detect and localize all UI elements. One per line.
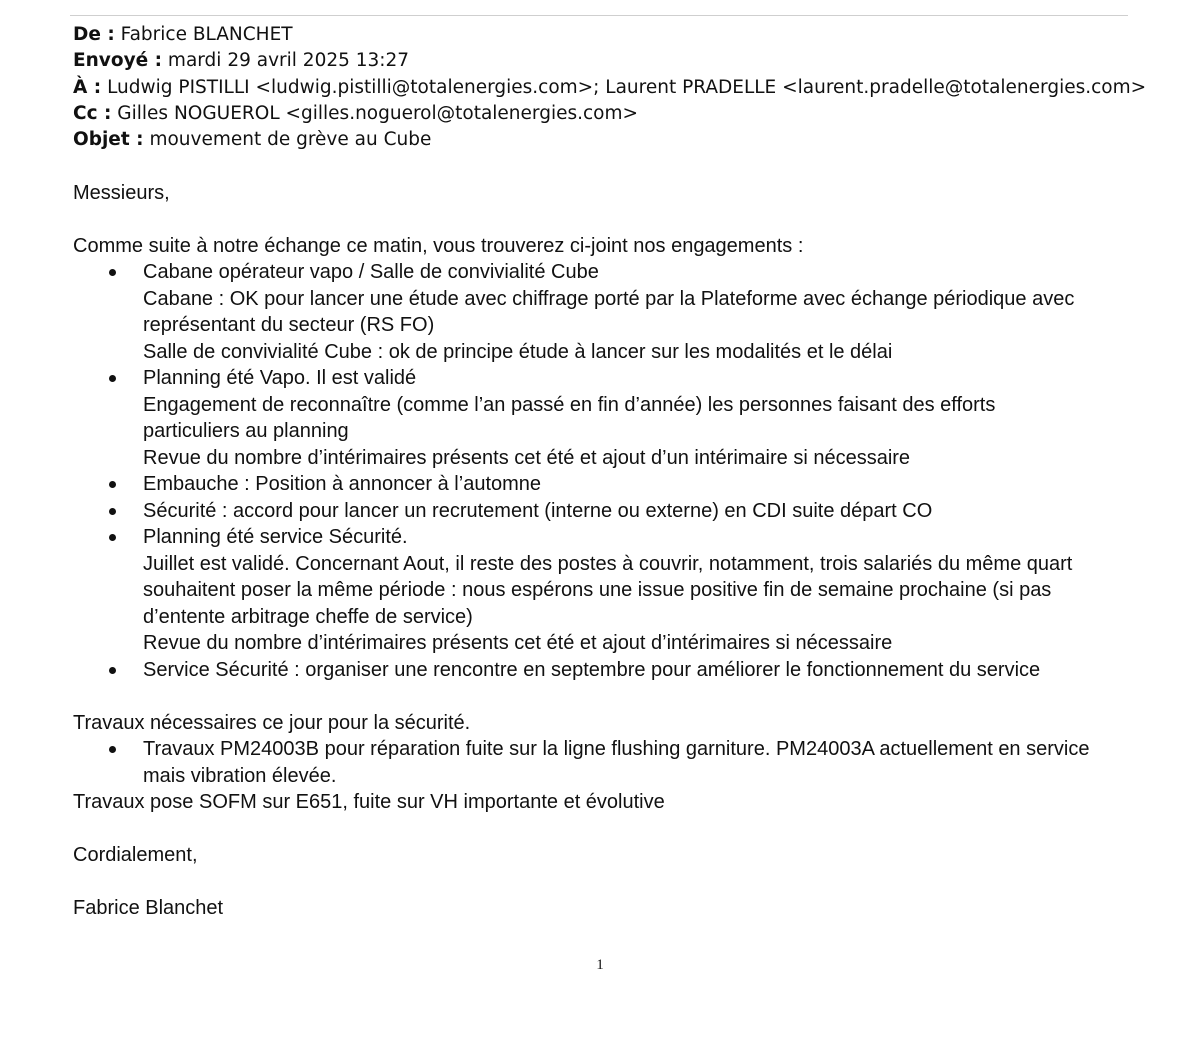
list-item-cabane (73, 259, 1133, 365)
closing: Cordialement, (73, 844, 198, 867)
list-item-planning-vapo (73, 365, 1133, 471)
bullet-icon (109, 508, 116, 515)
sent-value: mardi 29 avril 2025 13:27 (167, 50, 410, 72)
list-item-service-securite (73, 657, 1133, 684)
list-item-line: Juillet est validé. Concernant Aout, il reste des postes à couvrir, notamment, trois salariés du même quart (143, 552, 1073, 575)
list-item-securite-recrutement (73, 498, 1133, 525)
list-item-line: mais vibration élevée. (143, 764, 337, 787)
subject-label: Objet : (73, 129, 144, 151)
email-document (73, 22, 1147, 922)
bullet-icon (109, 746, 116, 753)
list-item-planning-securite (73, 524, 1133, 657)
list-item-title: Planning été service Sécurité. (143, 526, 408, 549)
list-item-line: souhaitent poser la même période : nous espérons une issue positive fin de semaine prochaine (si pas (143, 579, 1052, 602)
works-list (73, 736, 1133, 789)
sent-label: Envoyé : (73, 50, 163, 72)
cc-row (73, 101, 1133, 127)
bullet-icon (109, 375, 116, 382)
list-item-title: Planning été Vapo. Il est validé (143, 367, 417, 390)
page-number: 1 (596, 957, 604, 973)
bullet-icon (109, 534, 116, 541)
list-item-title: Cabane opérateur vapo / Salle de convivialité Cube (143, 261, 599, 284)
list-item-line: Revue du nombre d’intérimaires présents cet été et ajout d’intérimaires si nécessaire (143, 632, 893, 655)
list-item-line: Revue du nombre d’intérimaires présents cet été et ajout d’un intérimaire si nécessaire (143, 446, 911, 469)
spacer (73, 816, 1133, 843)
bullet-icon (109, 667, 116, 674)
list-item-line: représentant du secteur (RS FO) (143, 314, 435, 337)
works-intro: Travaux nécessaires ce jour pour la sécurité. (73, 711, 471, 734)
list-item-title: Service Sécurité : organiser une rencontre en septembre pour améliorer le fonctionnement du service (143, 658, 1041, 681)
intro-paragraph: Comme suite à notre échange ce matin, vous trouverez ci-joint nos engagements : (73, 234, 804, 257)
header-divider (70, 15, 1128, 16)
greeting: Messieurs, (73, 181, 170, 204)
list-item-works (73, 736, 1133, 789)
works-extra: Travaux pose SOFM sur E651, fuite sur VH importante et évolutive (73, 791, 665, 814)
from-label: De : (73, 24, 115, 45)
list-item-line: Cabane : OK pour lancer une étude avec chiffrage porté par la Plateforme avec échange périodique avec (143, 287, 1075, 310)
signature: Fabrice Blanchet (73, 897, 224, 920)
bullet-icon (109, 481, 116, 488)
cc-value: Gilles NOGUEROL <gilles.noguerol@totalenergies.com> (117, 102, 638, 124)
spacer (73, 869, 1133, 896)
from-value: Fabrice BLANCHET (120, 24, 293, 45)
sent-row (73, 48, 1133, 74)
bullet-icon (109, 269, 116, 276)
to-value: Ludwig PISTILLI <ludwig.pistilli@totalenergies.com>; Laurent PRADELLE <laurent.pradelle@totalenergies.com> (107, 76, 1147, 98)
list-item-title: Sécurité : accord pour lancer un recrutement (interne ou externe) en CDI suite départ CO (143, 499, 933, 522)
spacer (73, 206, 1133, 233)
subject-row (73, 127, 1133, 153)
cc-label: Cc : (73, 102, 112, 124)
to-row (73, 75, 1147, 101)
engagements-list (73, 259, 1133, 683)
to-label: À : (73, 76, 102, 98)
list-item-line: Engagement de reconnaître (comme l’an passé en fin d’année) les personnes faisant des efforts (143, 393, 996, 416)
list-item-line: d’entente arbitrage cheffe de service) (143, 605, 473, 628)
subject-value: mouvement de grève au Cube (149, 129, 432, 151)
list-item-line: Salle de convivialité Cube : ok de principe étude à lancer sur les modalités et le délai (143, 340, 893, 363)
list-item-line: particuliers au planning (143, 420, 349, 443)
list-item-title: Embauche : Position à annoncer à l’automne (143, 473, 542, 496)
spacer (73, 153, 1133, 180)
list-item-line: Travaux PM24003B pour réparation fuite sur la ligne flushing garniture. PM24003A actuellement en service (143, 738, 1090, 761)
list-item-embauche (73, 471, 1133, 498)
spacer (73, 683, 1133, 710)
from-row (73, 22, 1133, 48)
email-header (73, 22, 1147, 153)
